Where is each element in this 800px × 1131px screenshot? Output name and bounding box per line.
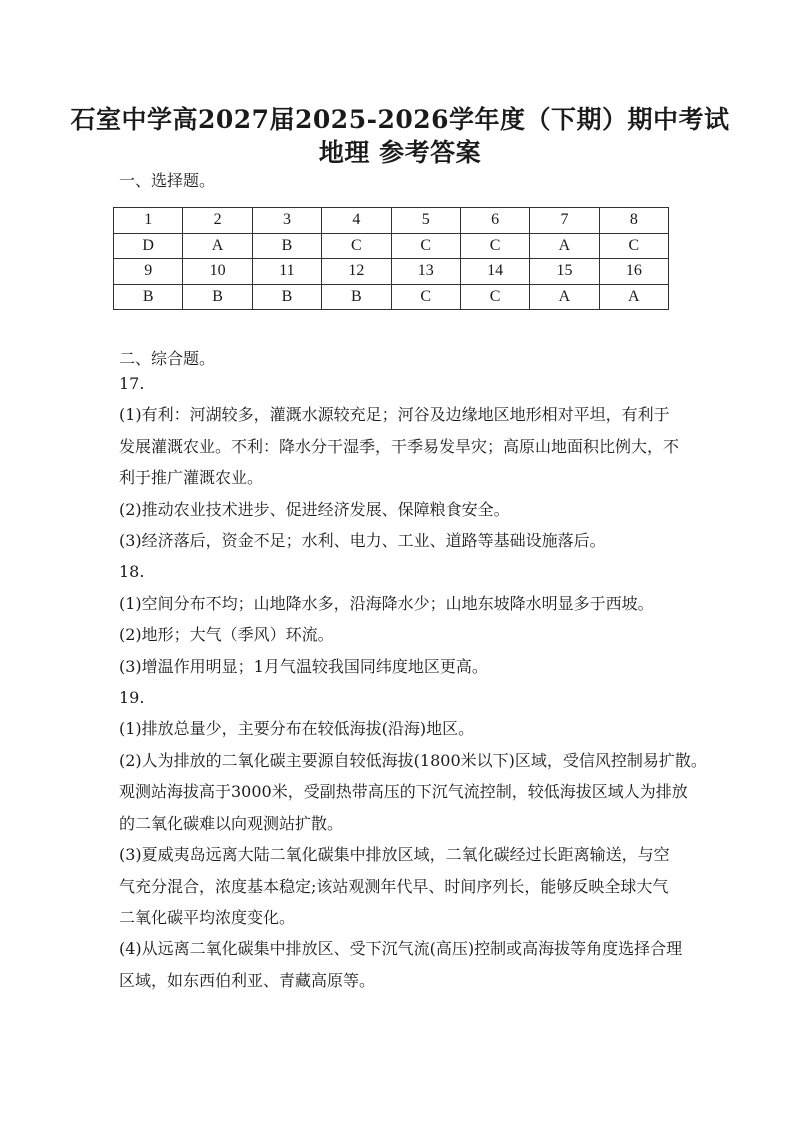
section-heading-comprehensive: 二、综合题。 [119,349,216,368]
answer-line: 19. [119,688,145,708]
answer-line: 利于推广灌溉农业。 [119,468,264,488]
question-number-cell: 16 [599,259,668,285]
answer-cell: A [530,233,599,259]
answer-line: (2)地形；大气（季风）环流。 [119,625,334,645]
question-number-cell: 4 [322,208,391,234]
page-subtitle: 地理 参考答案 [318,138,482,167]
answer-line: (2)推动农业技术进步、促进经济发展、保障粮食安全。 [119,499,510,519]
answer-line: 17. [119,374,145,393]
answer-cell: C [391,233,460,259]
answer-cell: C [322,233,391,259]
answer-line: (1)有利：河湖较多，灌溉水源较充足；河谷及边缘地区地形相对平坦，有利于 [119,405,670,425]
answer-line: 气充分混合，浓度基本稳定;该站观测年代早、时间序列长，能够反映全球大气 [119,876,669,896]
answer-cell: B [183,284,252,310]
question-number-cell: 1 [114,208,183,234]
question-number-cell: 8 [599,208,668,234]
question-number-cell: 15 [530,259,599,285]
answer-cell: A [599,284,668,310]
answer-content [119,368,707,996]
answer-cell: B [114,284,183,310]
answer-table [113,207,669,310]
answer-line: 区域，如东西伯利亚、青藏高原等。 [119,970,376,990]
table-row [114,208,669,234]
answer-line: 发展灌溉农业。不利：降水分干湿季，干季易发旱灾；高原山地面积比例大，不 [119,436,680,456]
answer-line: (1)空间分布不均；山地降水多，沿海降水少；山地东坡降水明显多于西坡。 [119,593,654,613]
answer-line: (1)排放总量少，主要分布在较低海拔(沿海)地区。 [119,719,475,739]
section-heading-choice: 一、选择题。 [119,171,216,190]
table-row [114,259,669,285]
question-number-cell: 13 [391,259,460,285]
answer-cell: C [599,233,668,259]
question-number-cell: 7 [530,208,599,234]
answer-cell: A [183,233,252,259]
question-number-cell: 3 [252,208,321,234]
page-title: 石室中学高2027届2025-2026学年度（下期）期中考试 [70,105,730,134]
table-row [114,233,669,259]
answer-cell: C [391,284,460,310]
question-number-cell: 10 [183,259,252,285]
question-number-cell: 2 [183,208,252,234]
question-number-cell: 14 [460,259,529,285]
answer-cell: B [322,284,391,310]
answer-line: 观测站海拔高于3000米，受副热带高压的下沉气流控制，较低海拔区域人为排放 [119,782,688,802]
answer-cell: D [114,233,183,259]
answer-line: (3)夏威夷岛远离大陆二氧化碳集中排放区域，二氧化碳经过长距离输送，与空 [119,845,670,865]
answer-line: 的二氧化碳难以向观测站扩散。 [119,813,344,833]
question-number-cell: 5 [391,208,460,234]
question-number-cell: 9 [114,259,183,285]
answer-line: 18. [119,562,145,582]
question-number-cell: 6 [460,208,529,234]
answer-cell: C [460,233,529,259]
question-number-cell: 11 [252,259,321,285]
answer-line: (4)从远离二氧化碳集中排放区、受下沉气流(高压)控制或高海拔等角度选择合理 [119,939,683,959]
answer-line: (2)人为排放的二氧化碳主要源自较低海拔(1800米以下)区域，受信风控制易扩散。 [119,750,707,770]
question-number-cell: 12 [322,259,391,285]
answer-cell: B [252,233,321,259]
answer-cell: B [252,284,321,310]
answer-line: (3)经济落后，资金不足；水利、电力、工业、道路等基础设施落后。 [119,531,606,551]
table-row [114,284,669,310]
answer-line: (3)增温作用明显；1月气温较我国同纬度地区更高。 [119,656,488,676]
answer-cell: A [530,284,599,310]
answer-line: 二氧化碳平均浓度变化。 [119,907,296,927]
answer-cell: C [460,284,529,310]
